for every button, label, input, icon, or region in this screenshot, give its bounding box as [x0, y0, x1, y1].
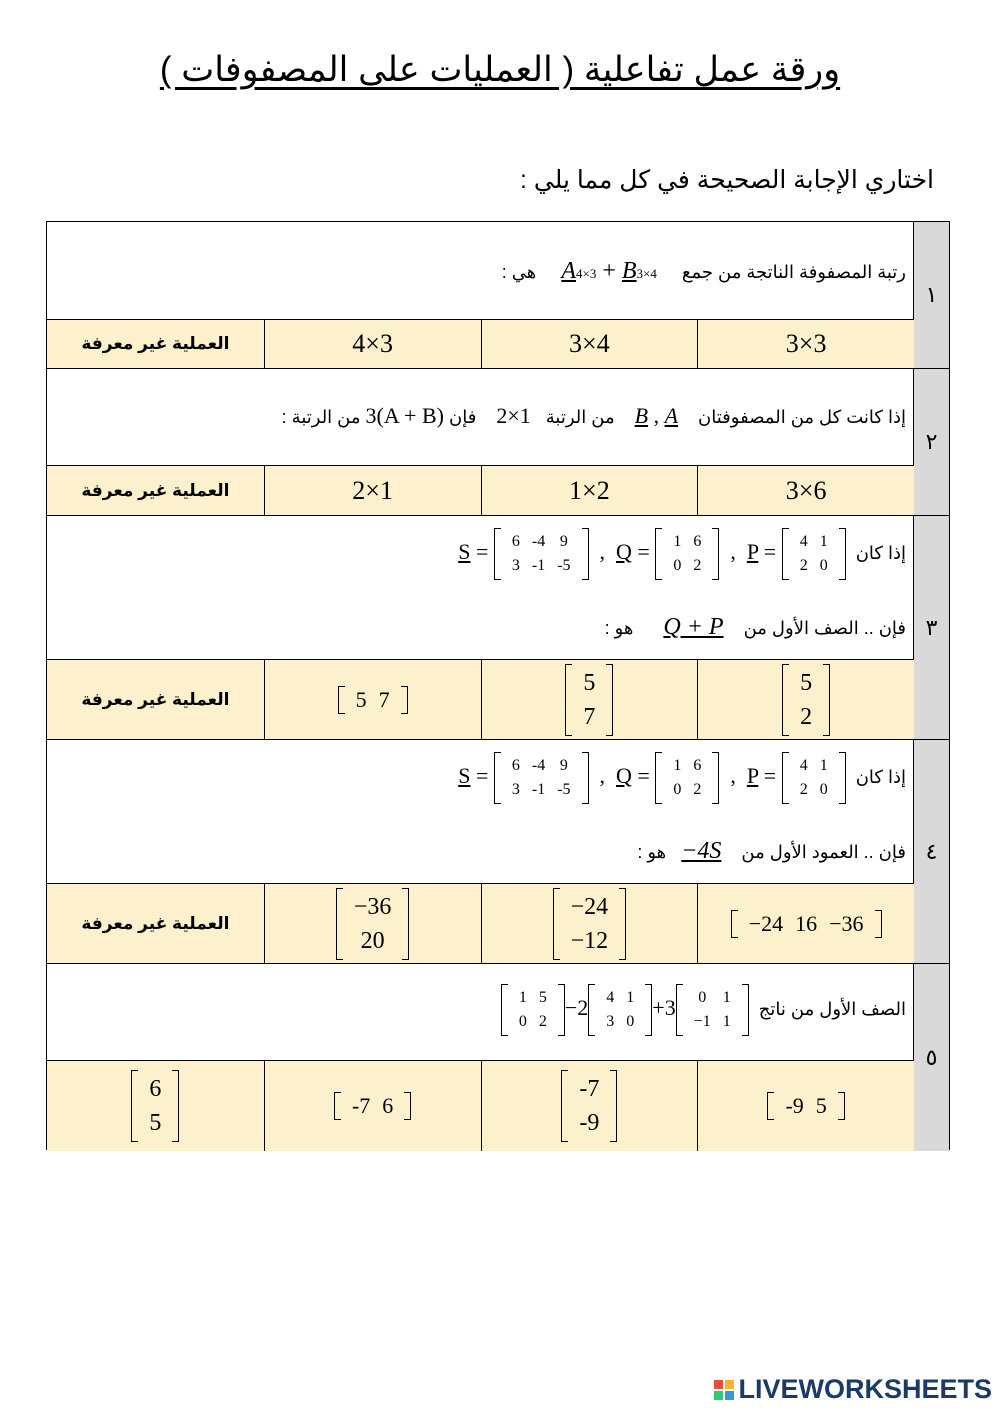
matrix-entry: 0 — [698, 989, 707, 1006]
matrix-p — [782, 528, 846, 580]
matrix-label-q: Q — [616, 763, 632, 789]
option-text: العملية غير معرفة — [81, 913, 230, 933]
matrix-label-s: S — [458, 539, 471, 565]
options-row-5 — [47, 1061, 914, 1151]
matrix-definitions — [458, 528, 906, 580]
row-matrix — [338, 686, 408, 714]
matrix-entry: 1 — [722, 1013, 731, 1030]
matrix-label-q: Q — [616, 539, 632, 565]
matrix-entry: 0 — [673, 557, 682, 574]
matrix-s — [494, 528, 589, 580]
matrix-entries — [560, 888, 620, 960]
option-text: العملية غير معرفة — [81, 689, 230, 709]
left-bracket — [767, 1092, 774, 1120]
matrix-entry: 5 — [538, 989, 547, 1006]
sum-expression: A4×3 + B3×4 — [561, 258, 657, 284]
column-matrix — [131, 1070, 179, 1142]
matrix-entry: -5 — [557, 781, 571, 798]
column-matrix — [336, 888, 410, 960]
matrix-list: S = 6 -4 9 3 -1 -5 , Q = 1 6 0 2 , P = 4 1 2 0 — [458, 763, 845, 788]
matrix-entry: 0 — [819, 557, 828, 574]
left-bracket — [494, 528, 501, 580]
matrix-expression — [501, 989, 749, 1030]
matrix-entries — [774, 1092, 837, 1120]
right-bracket — [839, 528, 846, 580]
matrix-s — [494, 752, 589, 804]
option-d[interactable] — [47, 1061, 264, 1151]
matrix-entries — [789, 752, 839, 804]
matrix-entry: 1 — [722, 989, 731, 1006]
right-bracket — [606, 664, 613, 736]
question-table — [46, 221, 950, 1150]
matrix-entries — [501, 752, 582, 804]
question-3-text: فإن .. الصف الأول من Q + P هو : — [604, 614, 906, 640]
matrix-entry: -4 — [531, 533, 546, 550]
matrix-entry: 5 — [815, 1093, 827, 1118]
question-number-1: ١ — [913, 222, 949, 369]
matrix-entry: 0 — [626, 1013, 635, 1030]
right-bracket — [712, 528, 719, 580]
matrix-entry: 0 — [518, 1013, 527, 1030]
right-bracket — [582, 752, 589, 804]
left-bracket — [501, 984, 508, 1036]
matrix-entry: -9 — [579, 1110, 600, 1136]
column-matrix — [782, 664, 830, 736]
matrix-entry: 7 — [378, 686, 390, 712]
option-b[interactable] — [481, 884, 698, 963]
option-c[interactable]: 2×1 — [264, 466, 481, 515]
matrix-entries — [595, 984, 645, 1036]
matrix-entries — [508, 984, 558, 1036]
matrix-q — [655, 752, 719, 804]
liveworksheets-logo: LIVEWORKSHEETS — [714, 1374, 992, 1405]
right-bracket — [875, 910, 882, 938]
left-bracket — [588, 984, 595, 1036]
matrix-entries — [501, 528, 582, 580]
matrix-entries — [572, 664, 606, 736]
right-bracket — [402, 888, 409, 960]
matrix-entry: 5 — [355, 686, 367, 712]
matrix-entry: −36 — [353, 893, 392, 920]
matrix-entry: 0 — [673, 781, 682, 798]
logo-block — [714, 1380, 723, 1389]
right-bracket — [823, 664, 830, 736]
matrix-entries — [138, 1070, 172, 1142]
option-b[interactable]: 1×2 — [481, 466, 698, 515]
matrix-entry: -1 — [531, 781, 546, 798]
option-b[interactable] — [481, 660, 698, 739]
option-a[interactable] — [697, 1061, 914, 1151]
logo-block — [725, 1391, 734, 1400]
column-matrix — [565, 664, 613, 736]
matrix-entry: -4 — [531, 757, 546, 774]
matrix-entry: -1 — [531, 557, 546, 574]
left-bracket — [336, 888, 343, 960]
option-d[interactable] — [47, 884, 264, 963]
options-row-4 — [47, 884, 914, 964]
matrix-entries — [789, 664, 823, 736]
matrix-entry: 1 — [819, 533, 828, 550]
matrix-entries — [789, 528, 839, 580]
matrix-entry: 1 — [626, 989, 635, 1006]
matrix-entry: 0 — [819, 781, 828, 798]
right-bracket — [172, 1070, 179, 1142]
matrix-entry: 3 — [606, 1013, 615, 1030]
matrix-entries — [662, 528, 712, 580]
option-c[interactable] — [264, 660, 481, 739]
row-matrix — [767, 1092, 844, 1120]
matrix-definitions — [458, 752, 906, 804]
matrix-entry: 2 — [799, 781, 808, 798]
matrix-entry: 9 — [559, 757, 568, 774]
logo-icon — [714, 1380, 734, 1400]
question-1-text: رتبة المصفوفة الناتجة من جمع A4×3 + B3×4 هي : — [501, 258, 906, 284]
left-bracket — [338, 686, 345, 714]
left-bracket — [561, 1070, 568, 1142]
matrix-entries — [662, 752, 712, 804]
matrix-entry: −36 — [829, 910, 864, 936]
coefficient: 3 — [664, 995, 676, 1021]
option-a[interactable]: 3×6 — [697, 466, 914, 515]
page-title: ورقة عمل تفاعلية ( العمليات على المصفوفات ) — [159, 50, 841, 89]
matrix-entry: 1 — [819, 757, 828, 774]
question-2-text: إذا كانت كل من المصفوفتان B , A من الرتبة 2×1 فإن 3(A + B) من الرتبة : — [281, 403, 906, 428]
matrix-entry: 1 — [673, 533, 682, 550]
matrix-entry: 6 — [511, 533, 520, 550]
matrix-entry: 2 — [538, 1013, 547, 1030]
matrix-entry: 6 — [382, 1093, 394, 1118]
matrix-entry: 2 — [693, 557, 702, 574]
right-bracket — [712, 752, 719, 804]
option-a[interactable]: 3×3 — [697, 320, 914, 368]
right-bracket — [401, 686, 408, 714]
option-b[interactable] — [481, 1061, 698, 1151]
left-bracket — [565, 664, 572, 736]
question-1 — [47, 222, 914, 320]
matrix-entries — [345, 686, 401, 714]
matrix-entry: 2 — [799, 557, 808, 574]
matrix-entry: 7 — [583, 703, 596, 730]
coefficient: −2 — [564, 995, 589, 1021]
logo-block — [725, 1380, 734, 1389]
left-bracket — [782, 664, 789, 736]
plus-sign: + — [652, 995, 665, 1021]
matrix-entry: 5 — [583, 669, 596, 696]
left-bracket — [131, 1070, 138, 1142]
matrix-entry: 3 — [511, 781, 520, 798]
column-matrix — [561, 1070, 617, 1142]
if-text: إذا كان — [855, 767, 906, 788]
matrix-entry: 4 — [799, 533, 808, 550]
right-bracket — [404, 1092, 411, 1120]
matrix-entry: −24 — [748, 910, 784, 936]
left-bracket — [676, 984, 683, 1036]
matrix-entry: -5 — [557, 557, 571, 574]
option-d[interactable]: العملية غير معرفة — [81, 334, 230, 353]
matrix-entry: -9 — [785, 1093, 804, 1118]
matrix-entries — [341, 1092, 404, 1120]
instruction: اختاري الإجابة الصحيحة في كل مما يلي : — [519, 166, 934, 194]
question-number-2: ٢ — [913, 369, 949, 516]
matrix-q — [655, 528, 719, 580]
options-row-2 — [47, 466, 914, 516]
matrix-entry: -7 — [351, 1093, 371, 1118]
option-d[interactable]: العملية غير معرفة — [81, 480, 230, 500]
matrix-entries — [568, 1070, 610, 1142]
question-number-5: ٥ — [913, 964, 949, 1151]
option-c[interactable] — [264, 884, 481, 963]
right-bracket — [619, 888, 626, 960]
matrix-label-p: P — [746, 539, 759, 565]
row-matrix — [334, 1092, 411, 1120]
matrix-entry: 2 — [693, 781, 702, 798]
matrix-list: S = 6 -4 9 3 -1 -5 , Q = 1 6 0 2 , P = 4 1 2 0 — [458, 539, 845, 564]
matrix-entry: 6 — [693, 757, 702, 774]
matrix-entry: 16 — [795, 910, 818, 936]
matrix-entry: 5 — [149, 1110, 162, 1136]
question-5 — [47, 964, 914, 1061]
left-bracket — [782, 528, 789, 580]
matrix-entry: 4 — [799, 757, 808, 774]
question-number-3: ٣ — [913, 516, 949, 740]
question-4 — [47, 740, 914, 884]
matrix-entries — [683, 984, 742, 1036]
matrix-label-s: S — [458, 763, 471, 789]
matrix-entries — [738, 910, 875, 938]
question-5-label: الصف الأول من ناتج — [758, 999, 906, 1020]
row-matrix — [731, 910, 882, 938]
left-bracket — [553, 888, 560, 960]
right-bracket — [610, 1070, 617, 1142]
right-bracket — [839, 752, 846, 804]
option-d[interactable] — [47, 660, 264, 739]
matrix-entry: -7 — [579, 1076, 600, 1102]
matrix-entry: −12 — [570, 927, 609, 954]
question-4-text: فإن .. العمود الأول من −4S هو : — [637, 838, 906, 864]
options-row-3 — [47, 660, 914, 740]
question-number-4: ٤ — [913, 740, 949, 964]
matrix-entry: −24 — [570, 893, 609, 920]
left-bracket — [782, 752, 789, 804]
left-bracket — [731, 910, 738, 938]
matrix-p — [782, 752, 846, 804]
question-2 — [47, 369, 914, 466]
matrix-entry: 6 — [511, 757, 520, 774]
right-bracket — [582, 528, 589, 580]
option-b[interactable]: 3×4 — [481, 320, 698, 368]
matrix-entry: 5 — [800, 669, 813, 696]
column-matrix — [553, 888, 627, 960]
left-bracket — [655, 528, 662, 580]
matrix-entry: 6 — [693, 533, 702, 550]
matrix-1 — [501, 984, 565, 1036]
option-a[interactable] — [697, 884, 914, 963]
matrix-entry: 3 — [511, 557, 520, 574]
logo-block — [714, 1391, 723, 1400]
matrix-label-p: P — [746, 763, 759, 789]
matrix-entry: 6 — [149, 1076, 162, 1102]
matrix-entry: 1 — [518, 989, 527, 1006]
matrix-entry: 1 — [673, 757, 682, 774]
matrix-entry: −1 — [693, 1013, 711, 1030]
question-5-text — [501, 984, 906, 1036]
option-a[interactable] — [697, 660, 914, 739]
matrix-entry: 4 — [606, 989, 615, 1006]
right-bracket — [558, 984, 565, 1036]
question-3 — [47, 516, 914, 660]
right-bracket — [838, 1092, 845, 1120]
matrix-2 — [588, 984, 652, 1036]
matrix-entry: 9 — [559, 533, 568, 550]
option-c[interactable]: 4×3 — [264, 320, 481, 368]
matrix-entries — [343, 888, 403, 960]
if-text: إذا كان — [855, 543, 906, 564]
right-bracket — [742, 984, 749, 1036]
left-bracket — [494, 752, 501, 804]
options-row-1 — [47, 320, 914, 369]
left-bracket — [334, 1092, 341, 1120]
matrix-3 — [676, 984, 749, 1036]
matrix-entry: 20 — [360, 927, 385, 954]
option-c[interactable] — [264, 1061, 481, 1151]
matrix-entry: 2 — [800, 703, 813, 730]
left-bracket — [655, 752, 662, 804]
